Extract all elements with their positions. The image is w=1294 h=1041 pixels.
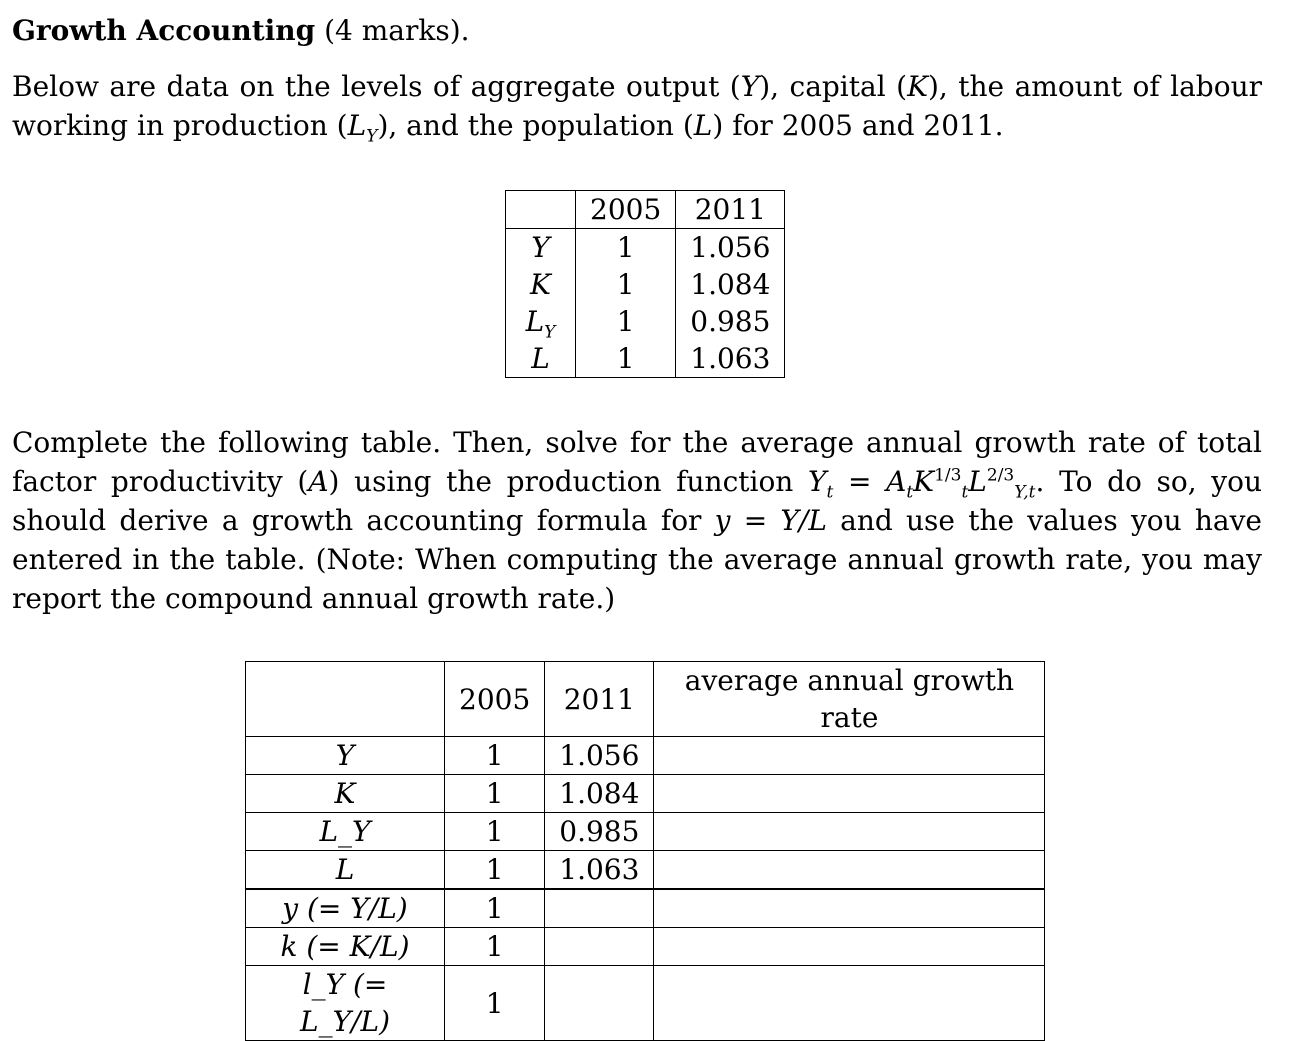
cell-2005: 1 [576,340,676,378]
eq-A: A [886,465,907,498]
table-row [506,229,785,267]
table-row [506,266,785,303]
question-marks: (4 marks). [324,14,470,47]
row-label: l_Y (= L_Y/L) [246,966,445,1041]
cell-2011-input[interactable] [545,889,654,928]
eq-K-exp: 1/3 [934,465,962,486]
table-row [246,966,1045,1041]
growth-rate-cell[interactable] [654,889,1045,928]
var-A: A [308,465,329,498]
cell-2011: 1.063 [676,340,785,378]
row-label: k (= K/L) [246,928,445,966]
production-function [808,465,1036,503]
growth-rate-cell[interactable] [654,966,1045,1041]
para1-text: ), and the population ( [377,109,694,142]
eq-sub-t: t [826,482,834,503]
var-L: L [693,109,713,142]
table-row [506,303,785,340]
growth-rate-cell[interactable] [654,813,1045,851]
cell-2005: 1 [445,813,545,851]
cell-2005: 1 [576,229,676,267]
table-row [246,851,1045,890]
para2-text: and use the values you have entered in the table. (Note: When computing the average annual growth rate, you may report the compound annual growth rate.) [12,504,1263,615]
growth-rate-cell[interactable] [654,928,1045,966]
question-heading [12,14,470,47]
cell-2005: 1 [445,889,545,928]
para2-text: . To do so, you should derive a growth accounting formula for [12,465,1263,537]
para1-text: Below are data on the levels of aggregate output ( [12,70,741,103]
row-label-sub: Y [544,322,556,343]
growth-rate-cell[interactable] [654,851,1045,890]
table-row [506,340,785,378]
table-row [246,928,1045,966]
growth-table [245,661,1045,1041]
table-row [246,889,1045,928]
var-LY-sub: Y [366,126,378,147]
intro-paragraph [12,67,1262,145]
row-label: L_Y [246,813,445,851]
row-label: Y [531,231,550,264]
table1-header-cell: 2005 [576,191,676,229]
var-K: K [907,70,928,103]
eq-K: K [913,465,935,498]
var-Y: Y [740,70,760,103]
eq-equals: = [833,465,887,498]
eq-L-exp: 2/3 [986,465,1015,486]
eq-L: L [968,465,987,498]
growth-rate-cell[interactable] [654,737,1045,775]
table2-header-cell: 2011 [545,662,654,737]
para1-text: ), the amount of labour working in production ( [12,70,1263,142]
row-label: L [525,305,545,338]
levels-table [505,190,785,378]
eq-sub-t: t [906,482,914,503]
cell-2011: 0.985 [545,813,654,851]
row-label: L [531,342,550,375]
eq-L-sub: Y,t [1014,482,1036,503]
cell-2011: 1.084 [545,775,654,813]
table1-header-cell [506,191,576,229]
cell-2011-input[interactable] [545,928,654,966]
eq-Y: Y [808,465,827,498]
table2-header-cell: 2005 [445,662,545,737]
table2-header-cell [246,662,445,737]
row-label: Y [246,737,445,775]
growth-rate-cell[interactable] [654,775,1045,813]
table-row [246,775,1045,813]
cell-2005: 1 [445,928,545,966]
cell-2005: 1 [445,851,545,890]
cell-2005: 1 [445,737,545,775]
para1-text: ) for 2005 and 2011. [712,109,1004,142]
para2-text: Complete the following table. Then, solve for the average annual growth rate of total factor productivity ( [12,426,1262,498]
row-label: K [530,268,551,301]
cell-2011: 1.056 [545,737,654,775]
row-label: K [246,775,445,813]
cell-2005: 1 [576,266,676,303]
table1-header-cell: 2011 [676,191,785,229]
cell-2005: 1 [576,303,676,340]
y-definition: y = Y/L [714,504,827,537]
table2-header-cell: average annual growth rate [654,662,1045,737]
cell-2011: 1.063 [545,851,654,890]
cell-2005: 1 [445,775,545,813]
para2-text: ) using the production function [328,465,808,498]
table-row [246,813,1045,851]
cell-2005: 1 [445,966,545,1041]
cell-2011: 0.985 [676,303,785,340]
cell-2011: 1.084 [676,266,785,303]
row-label: y (= Y/L) [246,889,445,928]
para1-text: ), capital ( [759,70,908,103]
task-paragraph [12,423,1262,618]
eq-sub-t: t [961,482,969,503]
row-label: L [246,851,445,890]
question-title: Growth Accounting [12,14,316,47]
cell-2011-input[interactable] [545,966,654,1041]
table-row [246,737,1045,775]
var-LY: L [347,109,367,142]
cell-2011: 1.056 [676,229,785,267]
